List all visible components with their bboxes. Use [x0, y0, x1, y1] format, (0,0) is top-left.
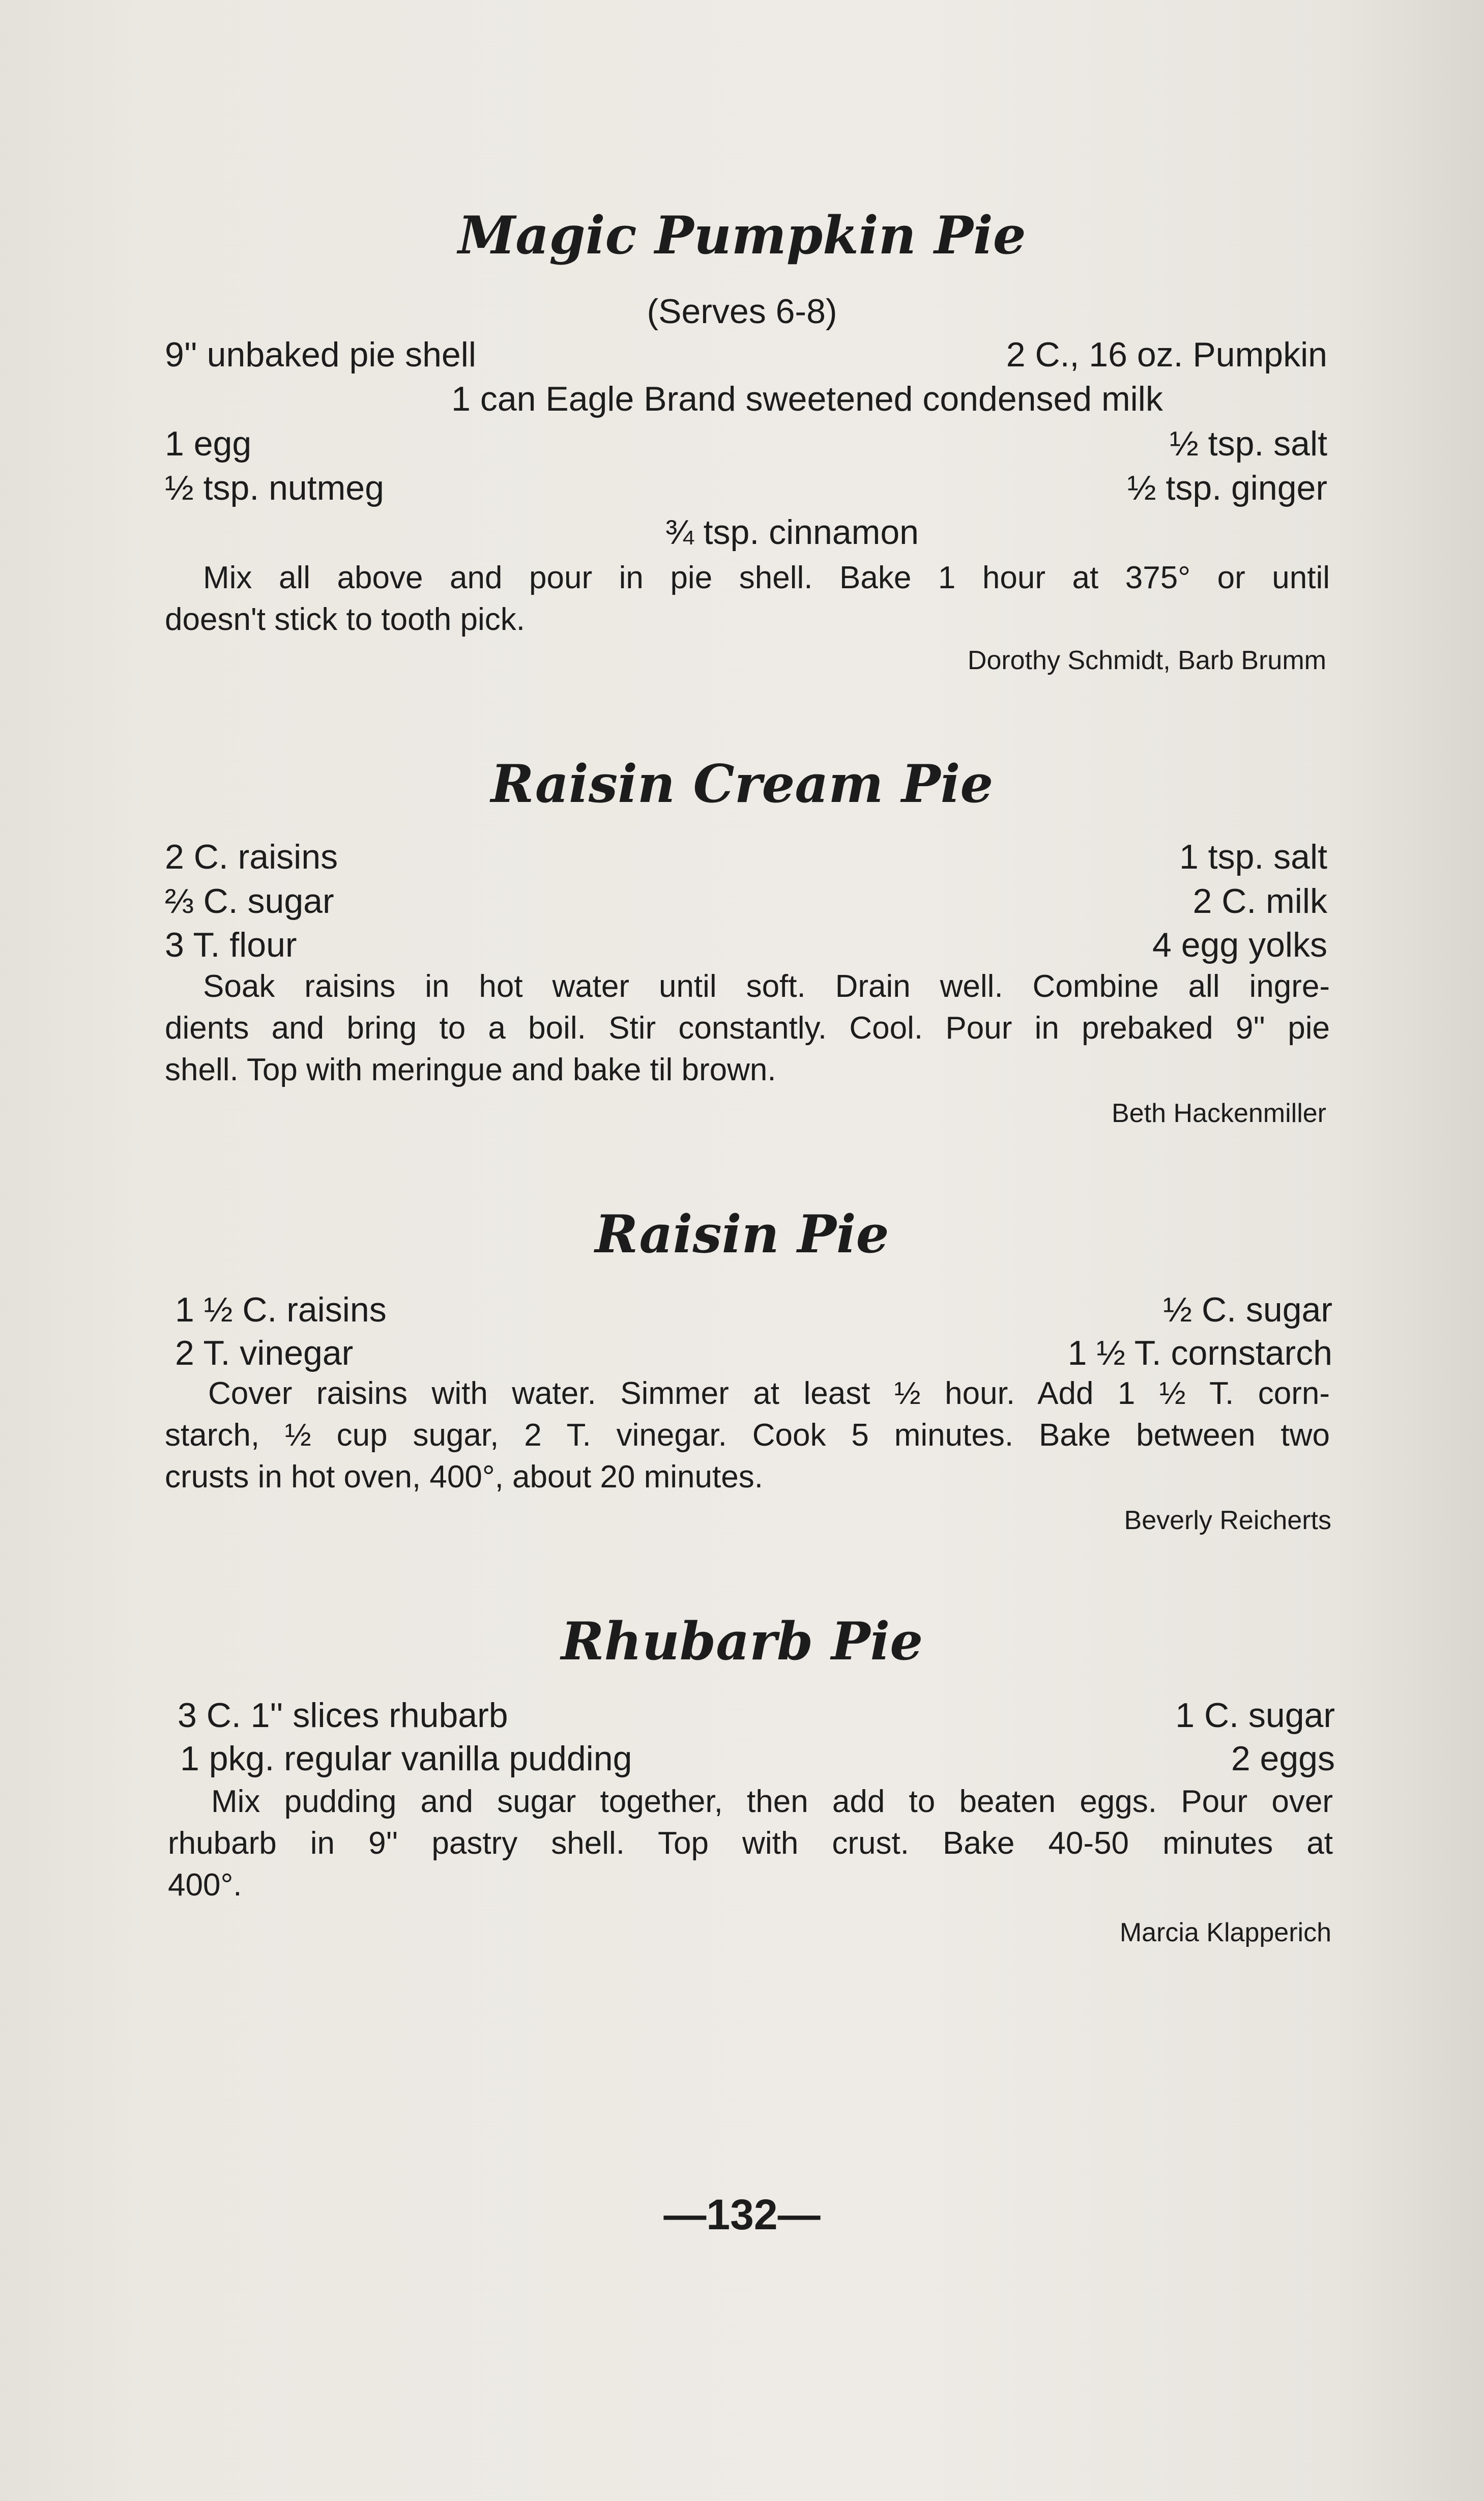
ingredient-row	[165, 840, 1327, 880]
recipe-credit: Beth Hackenmiller	[1112, 1099, 1326, 1128]
ingredient-row	[165, 1739, 1335, 1782]
ingredient-row	[165, 1334, 1332, 1376]
ingredient-left: ⅔ C. sugar	[165, 882, 334, 921]
recipe-credit: Dorothy Schmidt, Barb Brumm	[967, 646, 1326, 675]
ingredient-right: 1 tsp. salt	[1179, 838, 1327, 876]
ingredient-right: ½ C. sugar	[1163, 1290, 1332, 1329]
ingredient-left: ½ tsp. nutmeg	[165, 469, 384, 507]
recipe-credit: Beverly Reicherts	[1124, 1506, 1331, 1535]
ingredient-right: 2 eggs	[1231, 1739, 1335, 1778]
directions-line: crusts in hot oven, 400°, about 20 minutes.	[165, 1459, 763, 1494]
directions-line: Mix pudding and sugar together, then add to beaten eggs. Pour over	[211, 1784, 1333, 1819]
recipe-directions	[165, 557, 1330, 641]
ingredient-right: ½ tsp. ginger	[1127, 469, 1327, 507]
ingredient-left: 1 egg	[165, 424, 252, 463]
ingredient-left: 1 ½ C. raisins	[175, 1290, 387, 1329]
recipe-directions	[165, 1373, 1330, 1498]
directions-line: rhubarb in 9'' pastry shell. Top with crust. Bake 40-50 minutes at	[168, 1826, 1333, 1861]
recipe-title-raisin-cream-pie: Raisin Cream Pie	[490, 754, 994, 815]
directions-line: starch, ½ cup sugar, 2 T. vinegar. Cook 5 minutes. Bake between two	[165, 1418, 1330, 1453]
ingredient-right: ½ tsp. salt	[1170, 424, 1327, 463]
ingredient-right: 2 C., 16 oz. Pumpkin	[1006, 335, 1327, 374]
ingredient-center: 1 can Eagle Brand sweetened condensed milk	[451, 380, 1163, 418]
ingredient-left: 2 T. vinegar	[175, 1334, 354, 1372]
recipe-title-magic-pumpkin-pie: Magic Pumpkin Pie	[458, 205, 1026, 266]
ingredient-row	[165, 928, 1327, 968]
directions-line: doesn't stick to tooth pick.	[165, 602, 525, 637]
ingredient-row	[165, 1696, 1335, 1739]
page-number: —132—	[663, 2191, 821, 2238]
recipe-directions	[165, 966, 1330, 1091]
ingredient-left: 2 C. raisins	[165, 838, 338, 876]
ingredient-row	[165, 426, 1327, 467]
directions-line: shell. Top with meringue and bake til brown.	[165, 1052, 776, 1087]
ingredient-center: ¾ tsp. cinnamon	[665, 513, 919, 552]
ingredient-row	[165, 337, 1327, 378]
directions-line: Mix all above and pour in pie shell. Bake 1 hour at 375° or until	[203, 560, 1330, 595]
ingredient-row	[165, 382, 1327, 422]
ingredient-row	[165, 1290, 1332, 1333]
directions-line: dients and bring to a boil. Stir constantly. Cool. Pour in prebaked 9'' pie	[165, 1011, 1330, 1046]
ingredient-right: 1 C. sugar	[1175, 1696, 1335, 1735]
directions-line: Cover raisins with water. Simmer at least ½ hour. Add 1 ½ T. corn-	[208, 1376, 1330, 1411]
ingredient-left: 1 pkg. regular vanilla pudding	[180, 1739, 632, 1778]
ingredient-row	[165, 515, 1327, 556]
ingredient-right: 4 egg yolks	[1152, 926, 1327, 964]
directions-line: 400°.	[168, 1867, 242, 1903]
recipe-title-rhubarb-pie: Rhubarb Pie	[561, 1611, 923, 1672]
recipe-directions	[168, 1781, 1333, 1906]
ingredient-row	[165, 471, 1327, 511]
recipe-title-raisin-pie: Raisin Pie	[595, 1204, 889, 1265]
ingredient-left: 9'' unbaked pie shell	[165, 335, 476, 374]
ingredient-row	[165, 884, 1327, 925]
ingredient-right: 1 ½ T. cornstarch	[1067, 1334, 1332, 1372]
recipe-credit: Marcia Klapperich	[1119, 1918, 1331, 1947]
ingredient-left: 3 C. 1'' slices rhubarb	[178, 1696, 508, 1735]
ingredient-right: 2 C. milk	[1192, 882, 1327, 921]
recipe-serves: (Serves 6-8)	[647, 292, 837, 331]
ingredient-left: 3 T. flour	[165, 926, 297, 964]
directions-line: Soak raisins in hot water until soft. Drain well. Combine all ingre-	[203, 969, 1330, 1004]
